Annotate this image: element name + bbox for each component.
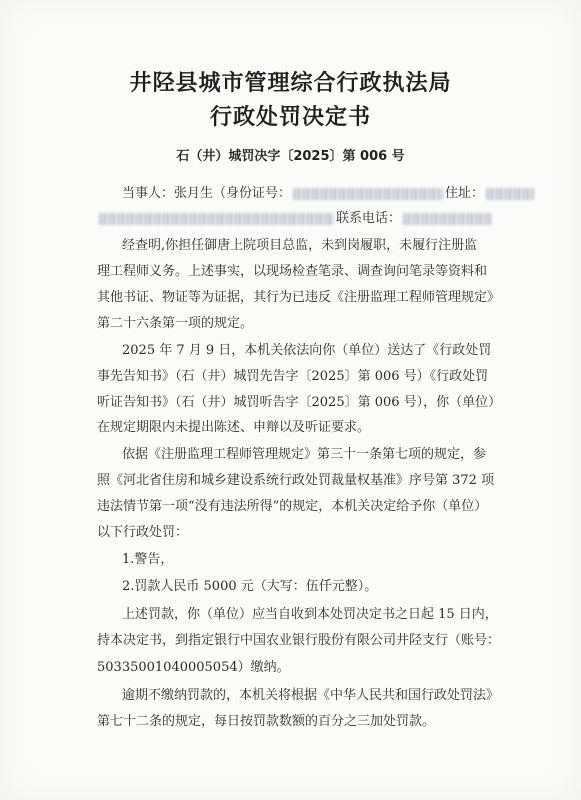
penalty-item-1: 1.警告， [122, 552, 174, 567]
redacted-phone [403, 213, 491, 225]
body-line: 在规定期限内未提出陈述、申辩以及听证要求。 [97, 420, 371, 435]
party-line [122, 182, 536, 201]
penalty-item-2: 2.罚款人民币 5000 元（大写：伍仟元整）。 [122, 579, 378, 594]
document-title-line2: 行政处罚决定书 [209, 105, 371, 130]
body-line: 上述罚款，你（单位）应当自收到本处罚决定书之日起 15 日内， [122, 607, 498, 622]
body-line: 逾期不缴纳罚款的，本机关将根据《中华人民共和国行政处罚法》 [122, 688, 500, 703]
body-line: 事先告知书》（石（井）城罚先告字〔2025〕第 006 号）《行政处罚 [97, 369, 489, 384]
body-line: 持本决定书，到指定银行中国农业银行股份有限公司井陉支行（账号： [97, 633, 501, 648]
body-line: 其他书证、物证等为证据，其行为已违反《注册监理工程师管理规定》 [97, 290, 501, 305]
bank-account-line: 50335001040005054）缴纳。 [97, 660, 290, 675]
body-line: 依据《注册监理工程师管理规定》第三十一条第七项的规定，参 [122, 447, 487, 462]
body-line: 照《河北省住房和城乡建设系统行政处罚裁量权基准》序号第 372 项 [97, 473, 495, 488]
address-label: 住址： [445, 186, 485, 201]
body-line: 第七十二条的规定，每日按罚款数额的百分之三加处罚款。 [97, 714, 436, 729]
body-line: 第二十六条第一项的规定。 [97, 316, 254, 331]
body-line: 以下行政处罚： [97, 525, 189, 540]
party-label: 当事人：张月生（身份证号： [122, 186, 292, 201]
document-number: 石（井）城罚决字〔2025〕第 006 号 [176, 149, 405, 164]
document-title-line1: 井陉县城市管理综合行政执法局 [129, 71, 452, 96]
address-line [97, 207, 493, 226]
redacted-address [486, 188, 534, 200]
body-line: 2025 年 7 月 9 日，本机关依法向你（单位）送达了《行政处罚 [122, 343, 492, 358]
redacted-id [293, 188, 443, 200]
redacted-address-cont [99, 213, 334, 225]
body-line: 违法情节第一项“没有违法所得”的规定，本机关决定给予你（单位） [97, 499, 488, 514]
body-line: 经查明,你担任御唐上院项目总监，未到岗履职，未履行注册监 [122, 238, 478, 253]
body-line: 理工程师义务。上述事实，以现场检查笔录、调查询问笔录等资料和 [97, 264, 488, 279]
phone-label: 联系电话： [336, 211, 402, 226]
body-line: 听证告知书》（石（井）城罚听告字〔2025〕第 006 号），你（单位） [97, 395, 502, 410]
